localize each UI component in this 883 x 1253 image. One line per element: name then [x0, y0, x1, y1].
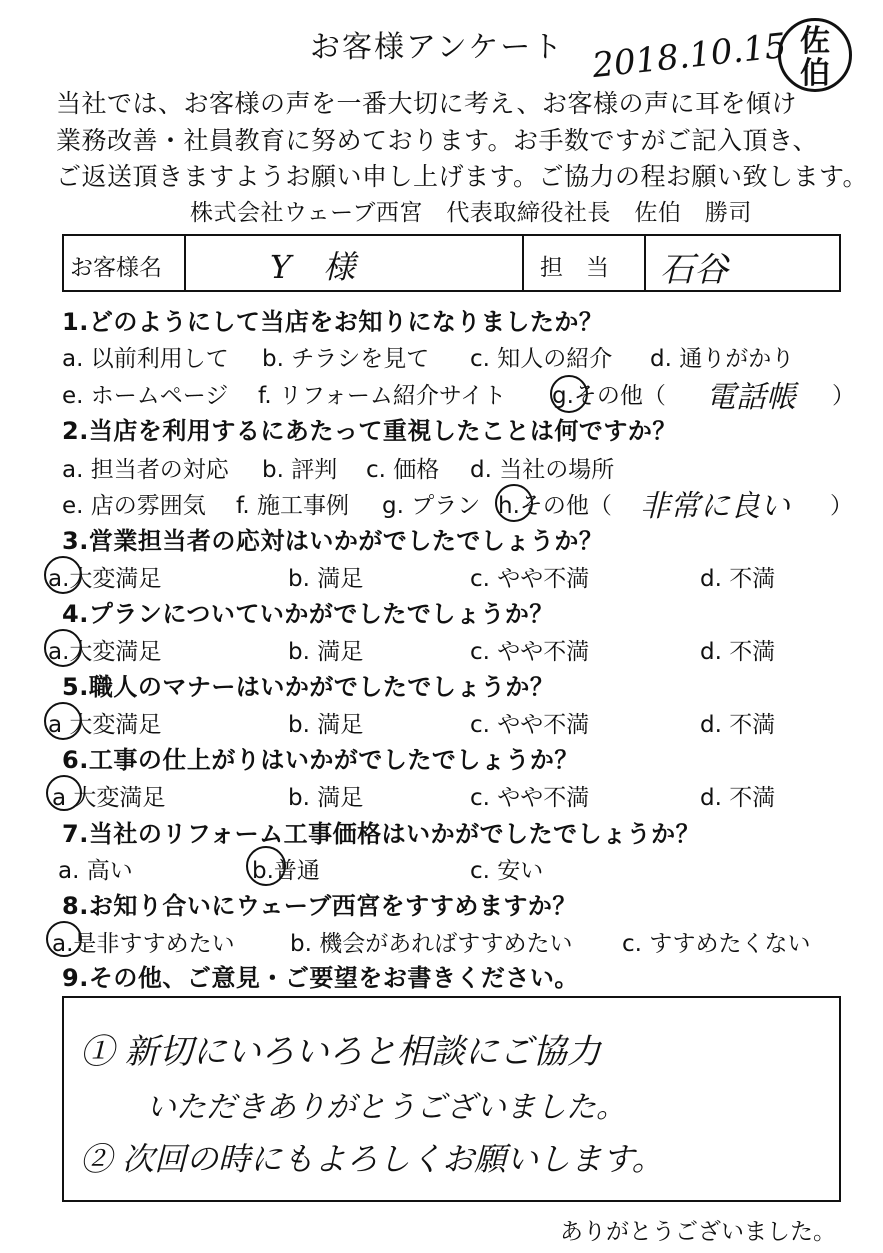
q6-option-c: c. やや不満 — [470, 785, 590, 811]
q3-option-a: a.大変満足 — [48, 566, 162, 592]
question-4: 4.プランについていかがでしたでしょうか？ — [62, 600, 554, 628]
q1-other-answer: 電話帳 — [706, 380, 796, 415]
intro-line-3: ご返送頂きますようお願い申し上げます。ご協力の程お願い致します。 — [56, 162, 869, 191]
q6-option-a: a 大変満足 — [52, 785, 166, 811]
q6-option-b: b. 満足 — [288, 785, 364, 811]
page-title: お客様アンケート — [310, 30, 565, 65]
q3-option-c: c. やや不満 — [470, 566, 590, 592]
q3-selection-circle — [44, 556, 82, 594]
question-1: 1.どのようにして当店をお知りになりましたか？ — [62, 308, 604, 336]
q7-selection-circle — [246, 846, 286, 886]
comment-line-2: いただきありがとうございました。 — [146, 1090, 626, 1125]
question-9: 9.その他、ご意見・ご要望をお書きください。 — [62, 964, 579, 992]
q4-selection-circle — [44, 629, 82, 667]
customer-label: お客様名 — [70, 255, 162, 281]
question-7: 7.当社のリフォーム工事価格はいかがでしたでしょうか？ — [62, 820, 701, 848]
staff-name: 石谷 — [660, 250, 728, 290]
q7-option-c: c. 安い — [470, 858, 544, 884]
q2-option-g: g. プラン — [382, 493, 481, 519]
footer-thanks: ありがとうございました。 — [560, 1219, 836, 1245]
customer-name: Y 様 — [270, 248, 356, 286]
q1-option-e: e. ホームページ — [62, 383, 229, 409]
q1-selection-circle — [550, 375, 588, 413]
intro-line-1: 当社では、お客様の声を一番大切に考え、お客様の声に耳を傾け — [56, 89, 798, 118]
q1-option-f: f. リフォーム紹介サイト — [258, 383, 507, 409]
question-8: 8.お知り合いにウェーブ西宮をすすめますか？ — [62, 892, 577, 920]
q1-close-paren: ） — [832, 383, 855, 409]
q2-option-c: c. 価格 — [366, 457, 440, 483]
q1-option-a: a. 以前利用して — [62, 346, 229, 372]
handwritten-date: 2018.10.15 — [590, 25, 789, 87]
q2-other-answer: 非常に良い — [640, 489, 790, 524]
q3-option-d: d. 不満 — [700, 566, 776, 592]
q4-option-a: a.大変満足 — [48, 639, 162, 665]
intro-line-2: 業務改善・社員教育に努めております。お手数ですがご記入頂き、 — [56, 126, 819, 155]
q1-option-c: c. 知人の紹介 — [470, 346, 613, 372]
stamp-char-1: 佐 — [800, 24, 830, 59]
q4-option-c: c. やや不満 — [470, 639, 590, 665]
q2-option-h: h.その他（ — [498, 493, 612, 519]
q5-option-a: a 大変満足 — [48, 712, 162, 738]
q5-option-c: c. やや不満 — [470, 712, 590, 738]
q4-option-b: b. 満足 — [288, 639, 364, 665]
question-6: 6.工事の仕上がりはいかがでしたでしょうか？ — [62, 746, 579, 774]
seal-stamp — [778, 18, 852, 92]
q1-option-b: b. チラシを見て — [262, 346, 430, 372]
q4-option-d: d. 不満 — [700, 639, 776, 665]
q1-option-d: d. 通りがかり — [650, 346, 795, 372]
company-signature: 株式会社ウェーブ西宮 代表取締役社長 佐伯 勝司 — [190, 200, 752, 226]
q5-selection-circle — [44, 702, 82, 740]
q1-option-g: g.その他（ — [552, 383, 666, 409]
q2-option-e: e. 店の雰囲気 — [62, 493, 206, 519]
q5-option-d: d. 不満 — [700, 712, 776, 738]
q2-option-a: a. 担当者の対応 — [62, 457, 229, 483]
q6-selection-circle — [46, 775, 82, 811]
q2-option-f: f. 施工事例 — [236, 493, 350, 519]
question-5: 5.職人のマナーはいかがでしたでしょうか？ — [62, 673, 555, 701]
comment-line-1: ① 新切にいろいろと相談にご協力 — [80, 1032, 601, 1072]
q2-close-paren: ） — [830, 493, 853, 519]
q3-option-b: b. 満足 — [288, 566, 364, 592]
q8-option-b: b. 機会があればすすめたい — [290, 931, 573, 957]
stamp-char-2: 伯 — [800, 56, 830, 91]
q6-option-d: d. 不満 — [700, 785, 776, 811]
comment-line-3: ② 次回の時にもよろしくお願いします。 — [80, 1140, 664, 1178]
q7-option-b: b.普通 — [252, 858, 320, 884]
q5-option-b: b. 満足 — [288, 712, 364, 738]
q2-option-b: b. 評判 — [262, 457, 338, 483]
q8-selection-circle — [46, 921, 82, 957]
q2-option-d: d. 当社の場所 — [470, 457, 615, 483]
question-3: 3.営業担当者の応対はいかがでしたでしょうか？ — [62, 527, 604, 555]
q8-option-c: c. すすめたくない — [622, 931, 811, 957]
staff-label: 担 当 — [540, 255, 609, 281]
q8-option-a: a.是非すすめたい — [52, 931, 235, 957]
question-2: 2.当店を利用するにあたって重視したことは何ですか？ — [62, 417, 677, 445]
q2-selection-circle — [495, 484, 533, 522]
q7-option-a: a. 高い — [58, 858, 133, 884]
